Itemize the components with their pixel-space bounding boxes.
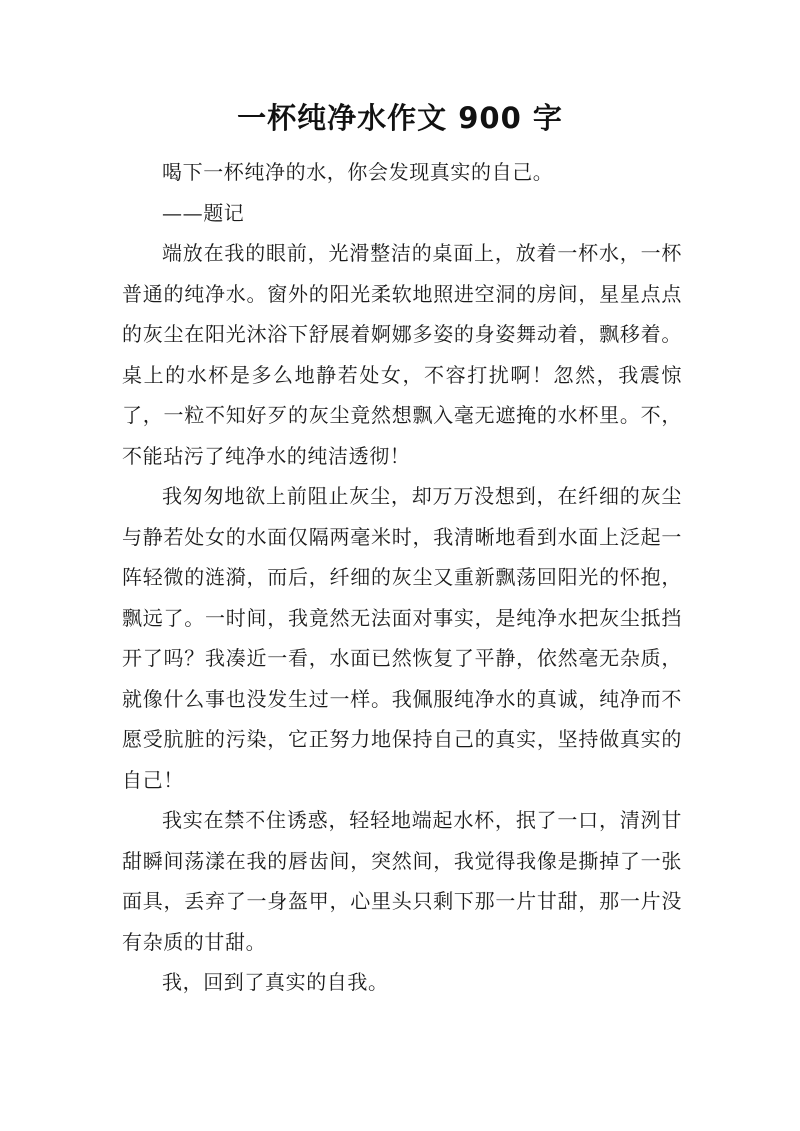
- epigraph-paragraph: 喝下一杯纯净的水，你会发现真实的自己。: [162, 160, 554, 184]
- body-paragraph-3: 我实在禁不住诱惑，轻轻地端起水杯，抿了一口，清洌甘甜瞬间荡漾在我的唇齿间，突然间，我觉得我像是撕掉了一张面具，丢弃了一身盔甲，心里头只剩下那一片甘甜，那一片没有杂质的甘甜。: [122, 808, 682, 954]
- epigraph-attribution: ——题记: [162, 200, 245, 225]
- body-paragraph-2: 我匆匆地欲上前阻止灰尘，却万万没想到，在纤细的灰尘与静若处女的水面仅隔两毫米时，我清晰地看到水面上泛起一阵轻微的涟漪，而后，纤细的灰尘又重新飘荡回阳光的怀抱，飘远了。一时间，我竟然无法面对事实，是纯净水把灰尘抵挡开了吗？我凑近一看，水面已然恢复了平静，依然毫无杂质，就像什么事也没发生过一样。我佩服纯净水的真诚，纯净而不愿受肮脏的污染，它正努力地保持自己的真实，坚持做真实的自己！: [122, 484, 682, 792]
- document-title: 一杯纯净水作文 900 字: [237, 101, 563, 135]
- closing-paragraph: 我，回到了真实的自我。: [162, 970, 389, 994]
- document-body: [122, 152, 682, 1003]
- body-paragraph-1: 端放在我的眼前，光滑整洁的桌面上，放着一杯水，一杯普通的纯净水。窗外的阳光柔软地照进空洞的房间，星星点点的灰尘在阳光沐浴下舒展着婀娜多姿的身姿舞动着，飘移着。桌上的水杯是多么地静若处女，不容打扰啊！忽然，我震惊了，一粒不知好歹的灰尘竟然想飘入毫无遮掩的水杯里。不，不能玷污了纯净水的纯洁透彻！: [122, 241, 682, 468]
